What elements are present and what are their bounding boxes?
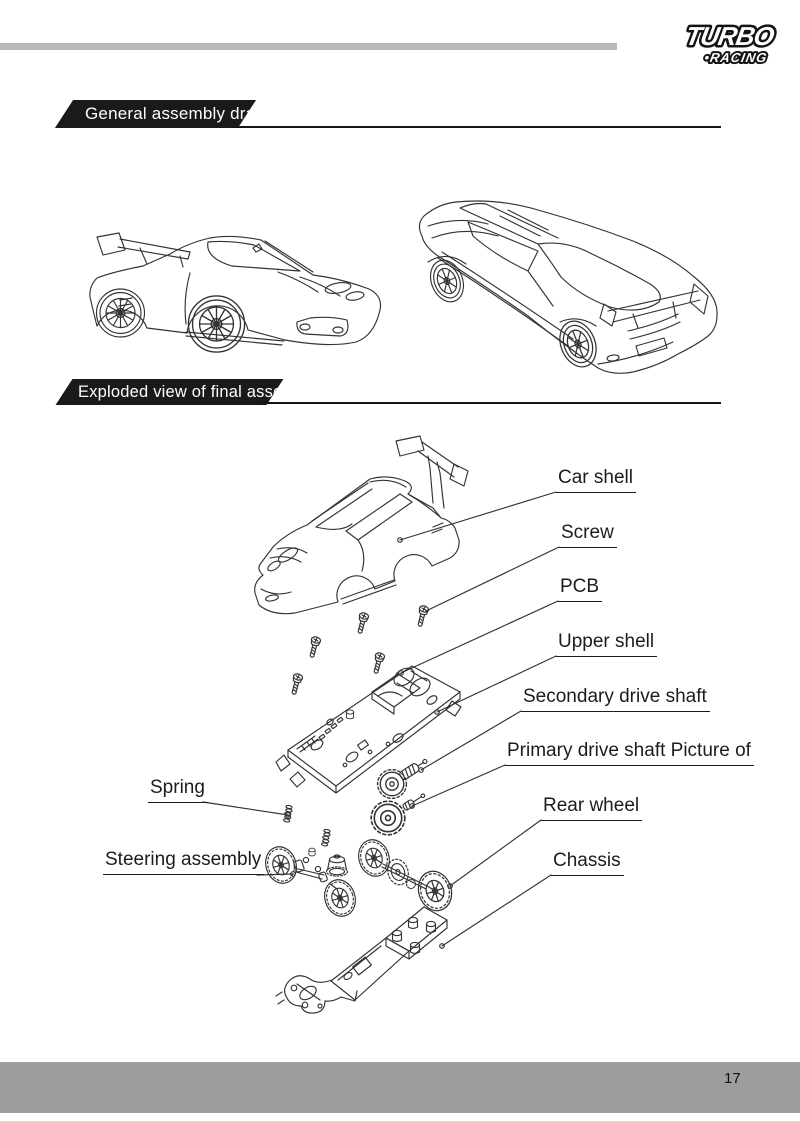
footer-bar xyxy=(0,1062,800,1113)
section-banner-general-assembly xyxy=(64,100,292,128)
steering-assembly-drawing xyxy=(261,843,360,920)
screws-drawing xyxy=(289,605,429,695)
section-rule xyxy=(232,126,721,128)
label-chassis: Chassis xyxy=(551,849,624,876)
section-title: General assembly drawing xyxy=(85,104,292,123)
primary-drive-shaft-drawing xyxy=(371,792,426,835)
rear-axle-drawing xyxy=(354,836,457,915)
car-shell-drawing xyxy=(255,436,468,614)
label-steering-assembly: Steering assembly xyxy=(103,848,264,875)
label-car-shell: Car shell xyxy=(556,466,636,493)
secondary-drive-shaft-drawing xyxy=(378,757,429,799)
label-primary-drive-shaft: Primary drive shaft Picture of xyxy=(505,739,754,766)
section-title: Exploded view of final assembly xyxy=(78,383,319,401)
label-rear-wheel: Rear wheel xyxy=(541,794,642,821)
car-rear-view-drawing xyxy=(419,201,717,373)
leader-lines xyxy=(203,492,559,948)
logo-text-racing: •RACING xyxy=(703,50,769,65)
label-spring: Spring xyxy=(148,776,208,803)
logo-text-turbo: TURBO xyxy=(683,21,776,51)
header-rule xyxy=(0,43,617,50)
label-pcb: PCB xyxy=(558,575,602,602)
label-screw: Screw xyxy=(559,521,617,548)
general-assembly-drawing xyxy=(60,190,740,390)
section-banner-exploded-view xyxy=(64,379,319,405)
section-rule xyxy=(258,402,721,404)
chassis-drawing xyxy=(276,907,447,1013)
springs-drawing xyxy=(283,805,330,847)
turbo-racing-logo xyxy=(628,20,778,68)
pcb-upper-shell-drawing xyxy=(276,665,461,793)
label-secondary-drive-shaft: Secondary drive shaft xyxy=(521,685,710,712)
car-front-view-drawing xyxy=(90,233,381,352)
page-number: 17 xyxy=(724,1070,741,1087)
label-upper-shell: Upper shell xyxy=(556,630,657,657)
